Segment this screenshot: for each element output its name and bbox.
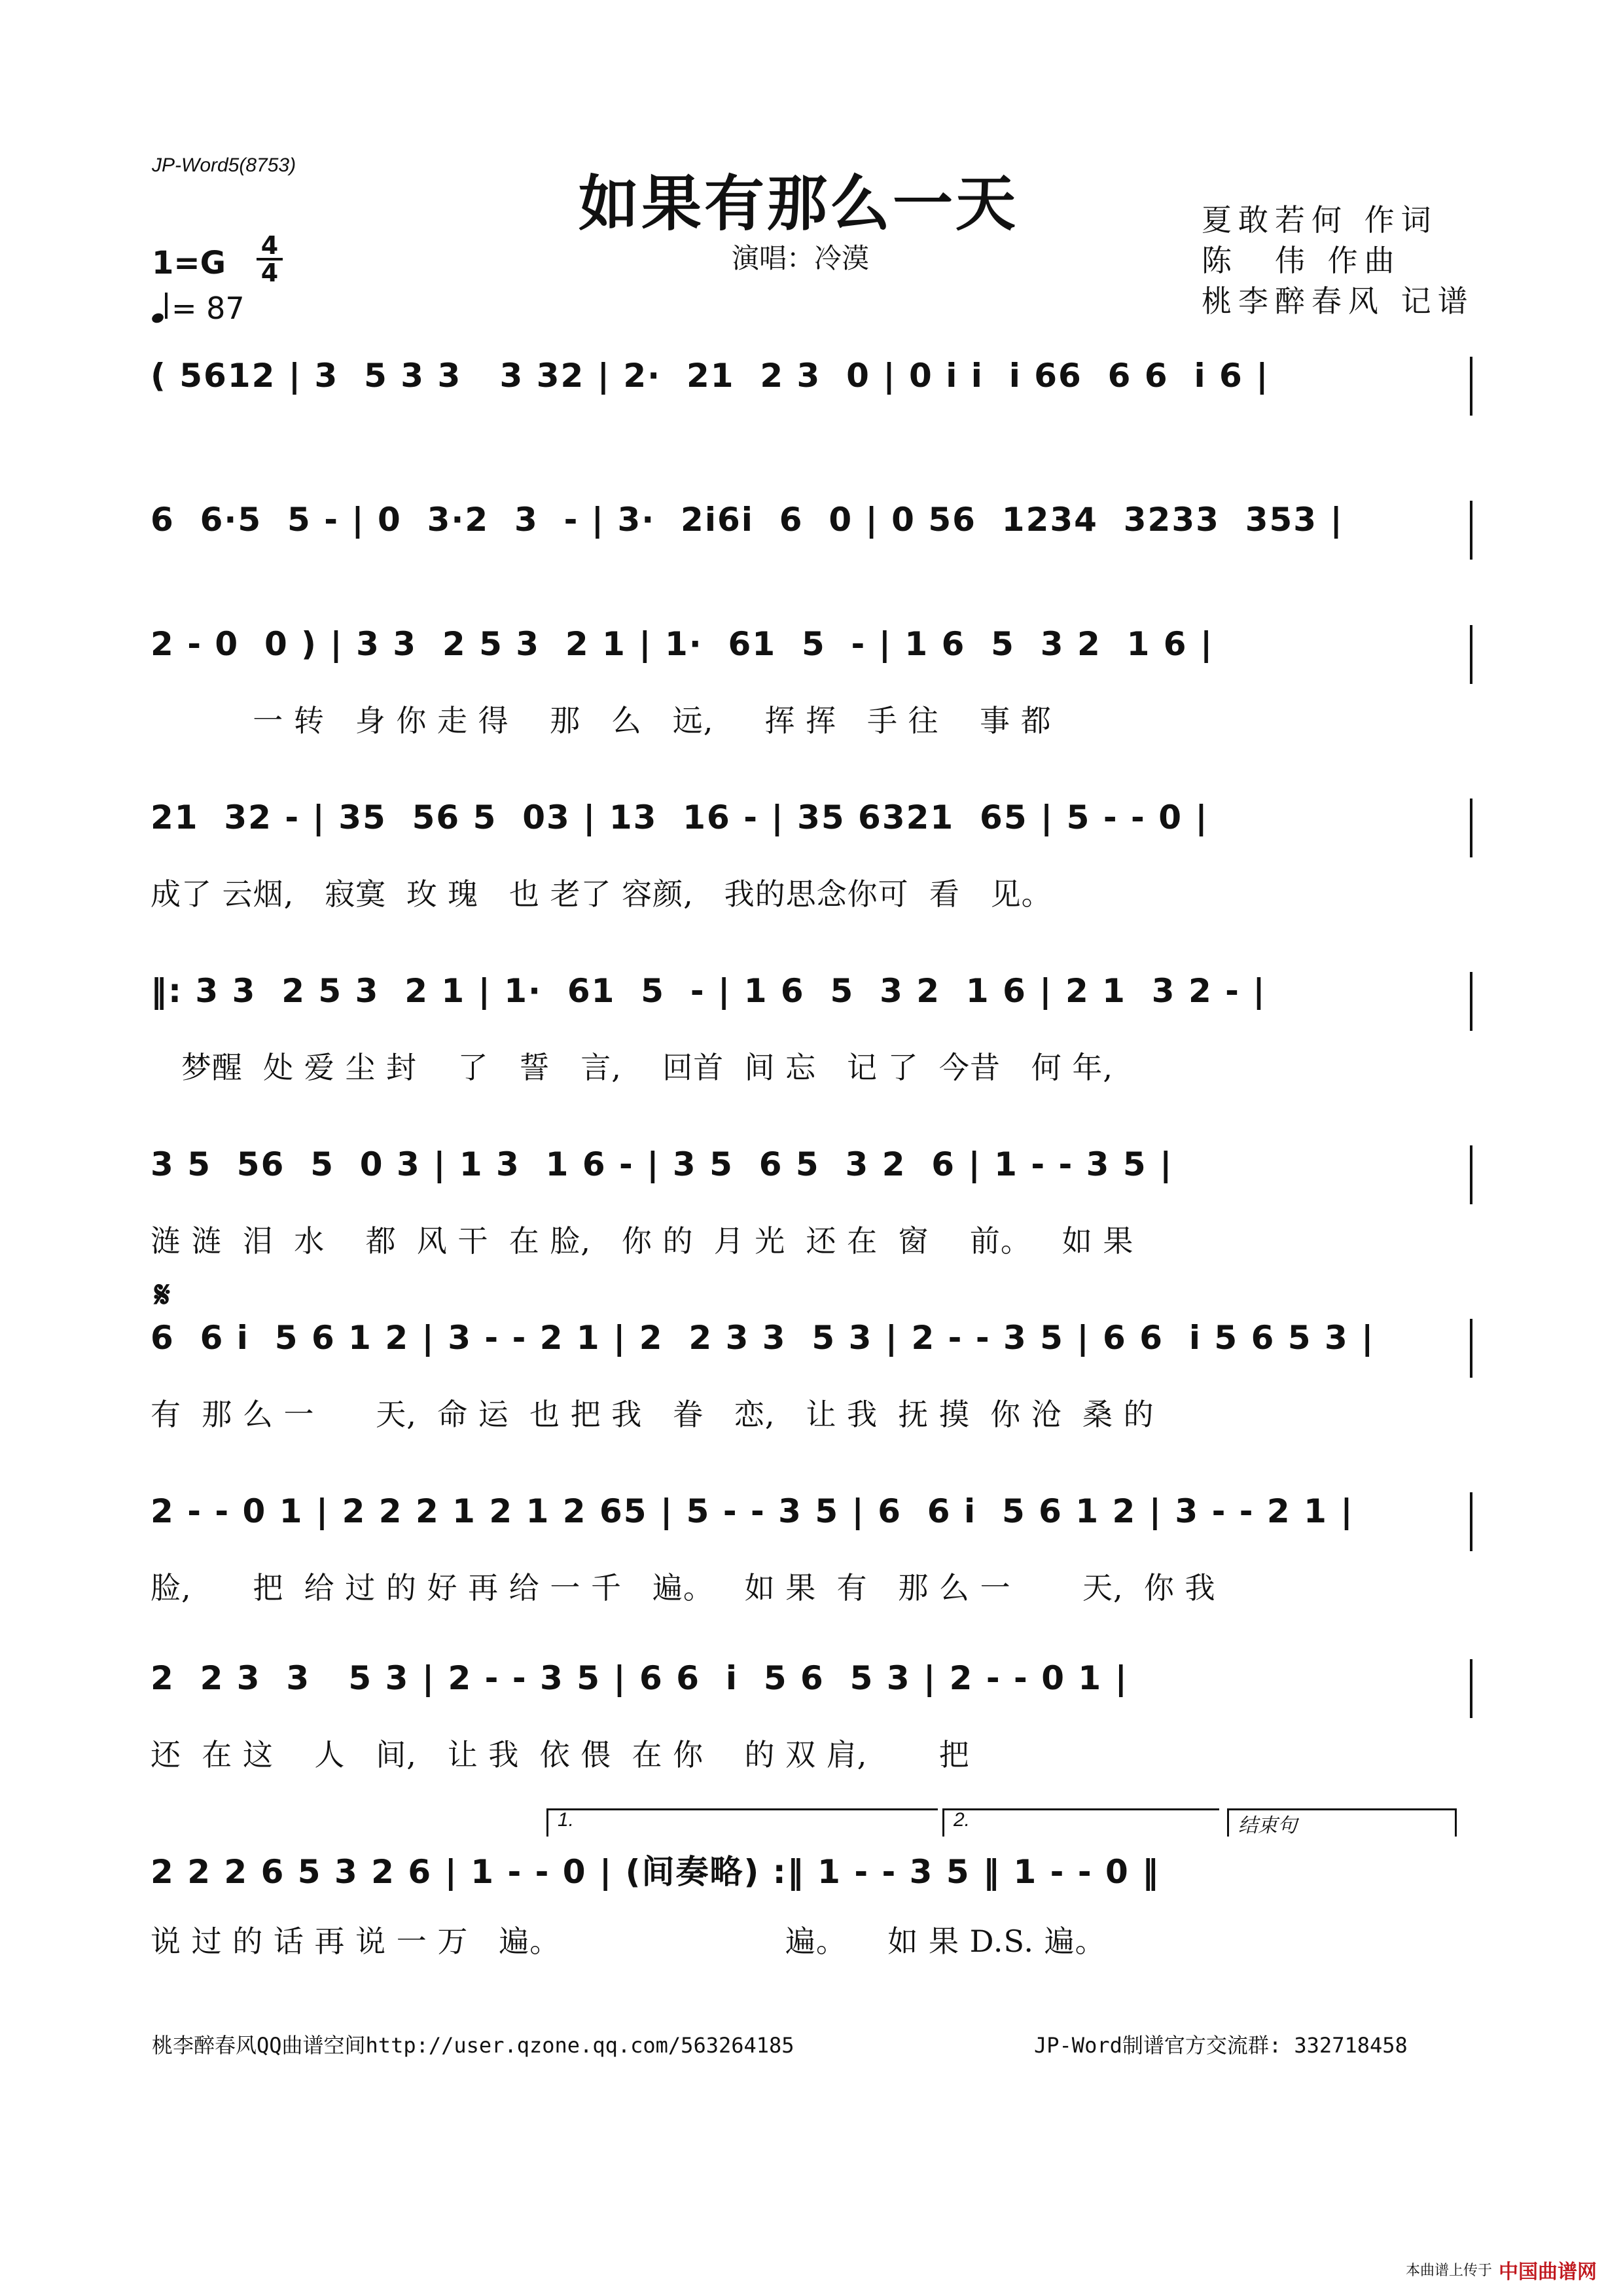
barline [1470, 357, 1472, 416]
software-label: JP-Word5(8753) [152, 154, 296, 176]
notation-line: 21 32 - | 35 56 5 03 | 13 16 - | 35 6321 65 | 5 - - 0 | [151, 798, 1209, 836]
volta-label: 2. [954, 1809, 971, 1831]
barline [1470, 1659, 1472, 1718]
transcriber: 桃李醉春风 记谱 [1202, 283, 1474, 319]
notation-line: 2 - - 0 1 | 2 2 2 1 2 1 2 65 | 5 - - 3 5 | 6 6 i 5 6 1 2 | 3 - - 2 1 | [151, 1492, 1354, 1530]
notation-line: 2 2 3 3 5 3 | 2 - - 3 5 | 6 6 i 5 6 5 3 | 2 - - 0 1 | [151, 1659, 1128, 1697]
song-title: 如果有那么一天 [579, 168, 1019, 239]
volta-first-ending [546, 1808, 938, 1837]
key-signature: 1=G [152, 245, 226, 281]
lyric-line: 一 转 身 你 走 得 那 么 远, 挥 挥 手 往 事 都 [151, 703, 1052, 738]
notation-line: ‖: 3 3 2 5 3 2 1 | 1· 61 5 - | 1 6 5 3 2 1 6 | 2 1 3 2 - | [151, 972, 1266, 1010]
singer: 演唱：冷漠 [732, 242, 870, 274]
lyric-line: 还 在 这 人 间, 让 我 依 偎 在 你 的 双 肩, 把 [151, 1737, 970, 1772]
site-logo: 中国曲谱网 [1499, 2261, 1597, 2284]
barline [1470, 1492, 1472, 1551]
notation-line: ( 5612 | 3 5 3 3 3 32 | 2· 21 2 3 0 | 0 i i i 66 6 6 i 6 | [151, 357, 1270, 395]
lyric-line [151, 429, 1472, 475]
upload-note: 本曲谱上传于 [1406, 2263, 1493, 2279]
lyric-line [151, 573, 1472, 619]
lyric-line: 说 过 的 话 再 说 一 万 遍。 遍。 如 果 D.S. 遍。 [151, 1924, 1106, 1959]
barline [1470, 501, 1472, 560]
volta-label: 1. [558, 1809, 575, 1831]
barline [1470, 1145, 1472, 1204]
notation-line: 2 - 0 0 ) | 3 3 2 5 3 2 1 | 1· 61 5 - | 1 6 5 3 2 1 6 | [151, 625, 1214, 663]
volta-second-ending [942, 1808, 1219, 1837]
notation-line: 3 5 56 5 0 3 | 1 3 1 6 - | 3 5 6 5 3 2 6 | 1 - - 3 5 | [151, 1145, 1173, 1183]
quarter-note-icon [151, 312, 165, 324]
lyric-line: 梦醒 处 爱 尘 封 了 誓 言, 回首 间 忘 记 了 今昔 何 年, [151, 1050, 1114, 1085]
lyricist: 夏敢若何 作词 [1202, 202, 1438, 238]
lyric-line: 脸, 把 给 过 的 好 再 给 一 千 遍。 如 果 有 那 么 一 天, 你 我 [151, 1570, 1216, 1605]
lyric-line: 有 那 么 一 天, 命 运 也 把 我 眷 恋, 让 我 抚 摸 你 沧 桑 的 [151, 1397, 1154, 1432]
volta-label: 结束句 [1238, 1815, 1297, 1837]
lyric-line: 涟 涟 泪 水 都 风 干 在 脸, 你 的 月 光 还 在 窗 前。 如 果 [151, 1223, 1134, 1259]
notation-line: 2 2 2 6 5 3 2 6 | 1 - - 0 | (间奏略) :‖ 1 - - 3 5 ‖ 1 - - 0 ‖ [151, 1853, 1160, 1891]
composer: 陈 伟 作曲 [1202, 243, 1401, 278]
segno-sign: 𝄋 [154, 1273, 171, 1316]
barline [1470, 972, 1472, 1031]
barline [1470, 798, 1472, 857]
time-signature [257, 233, 283, 285]
time-top: 4 [260, 231, 279, 260]
time-bottom: 4 [257, 258, 283, 285]
tempo-value: = 87 [171, 291, 245, 326]
footer-right: JP-Word制谱官方交流群: 332718458 [1034, 2033, 1408, 2058]
volta-ending-phrase [1227, 1808, 1457, 1837]
footer-left: 桃李醉春风QQ曲谱空间http://user.qzone.qq.com/563264185 [152, 2033, 794, 2058]
tempo-marking [152, 291, 245, 326]
notation-line: 6 6 i 5 6 1 2 | 3 - - 2 1 | 2 2 3 3 5 3 | 2 - - 3 5 | 6 6 i 5 6 5 3 | [151, 1319, 1375, 1357]
lyric-line: 成了 云烟, 寂寞 玫 瑰 也 老了 容颜, 我的思念你可 看 见。 [151, 876, 1052, 912]
barline [1470, 1319, 1472, 1378]
notation-line: 6 6·5 5 - | 0 3·2 3 - | 3· 2i6i 6 0 | 0 56 1234 3233 353 | [151, 501, 1344, 539]
note-stem [165, 293, 168, 319]
barline [1470, 625, 1472, 684]
